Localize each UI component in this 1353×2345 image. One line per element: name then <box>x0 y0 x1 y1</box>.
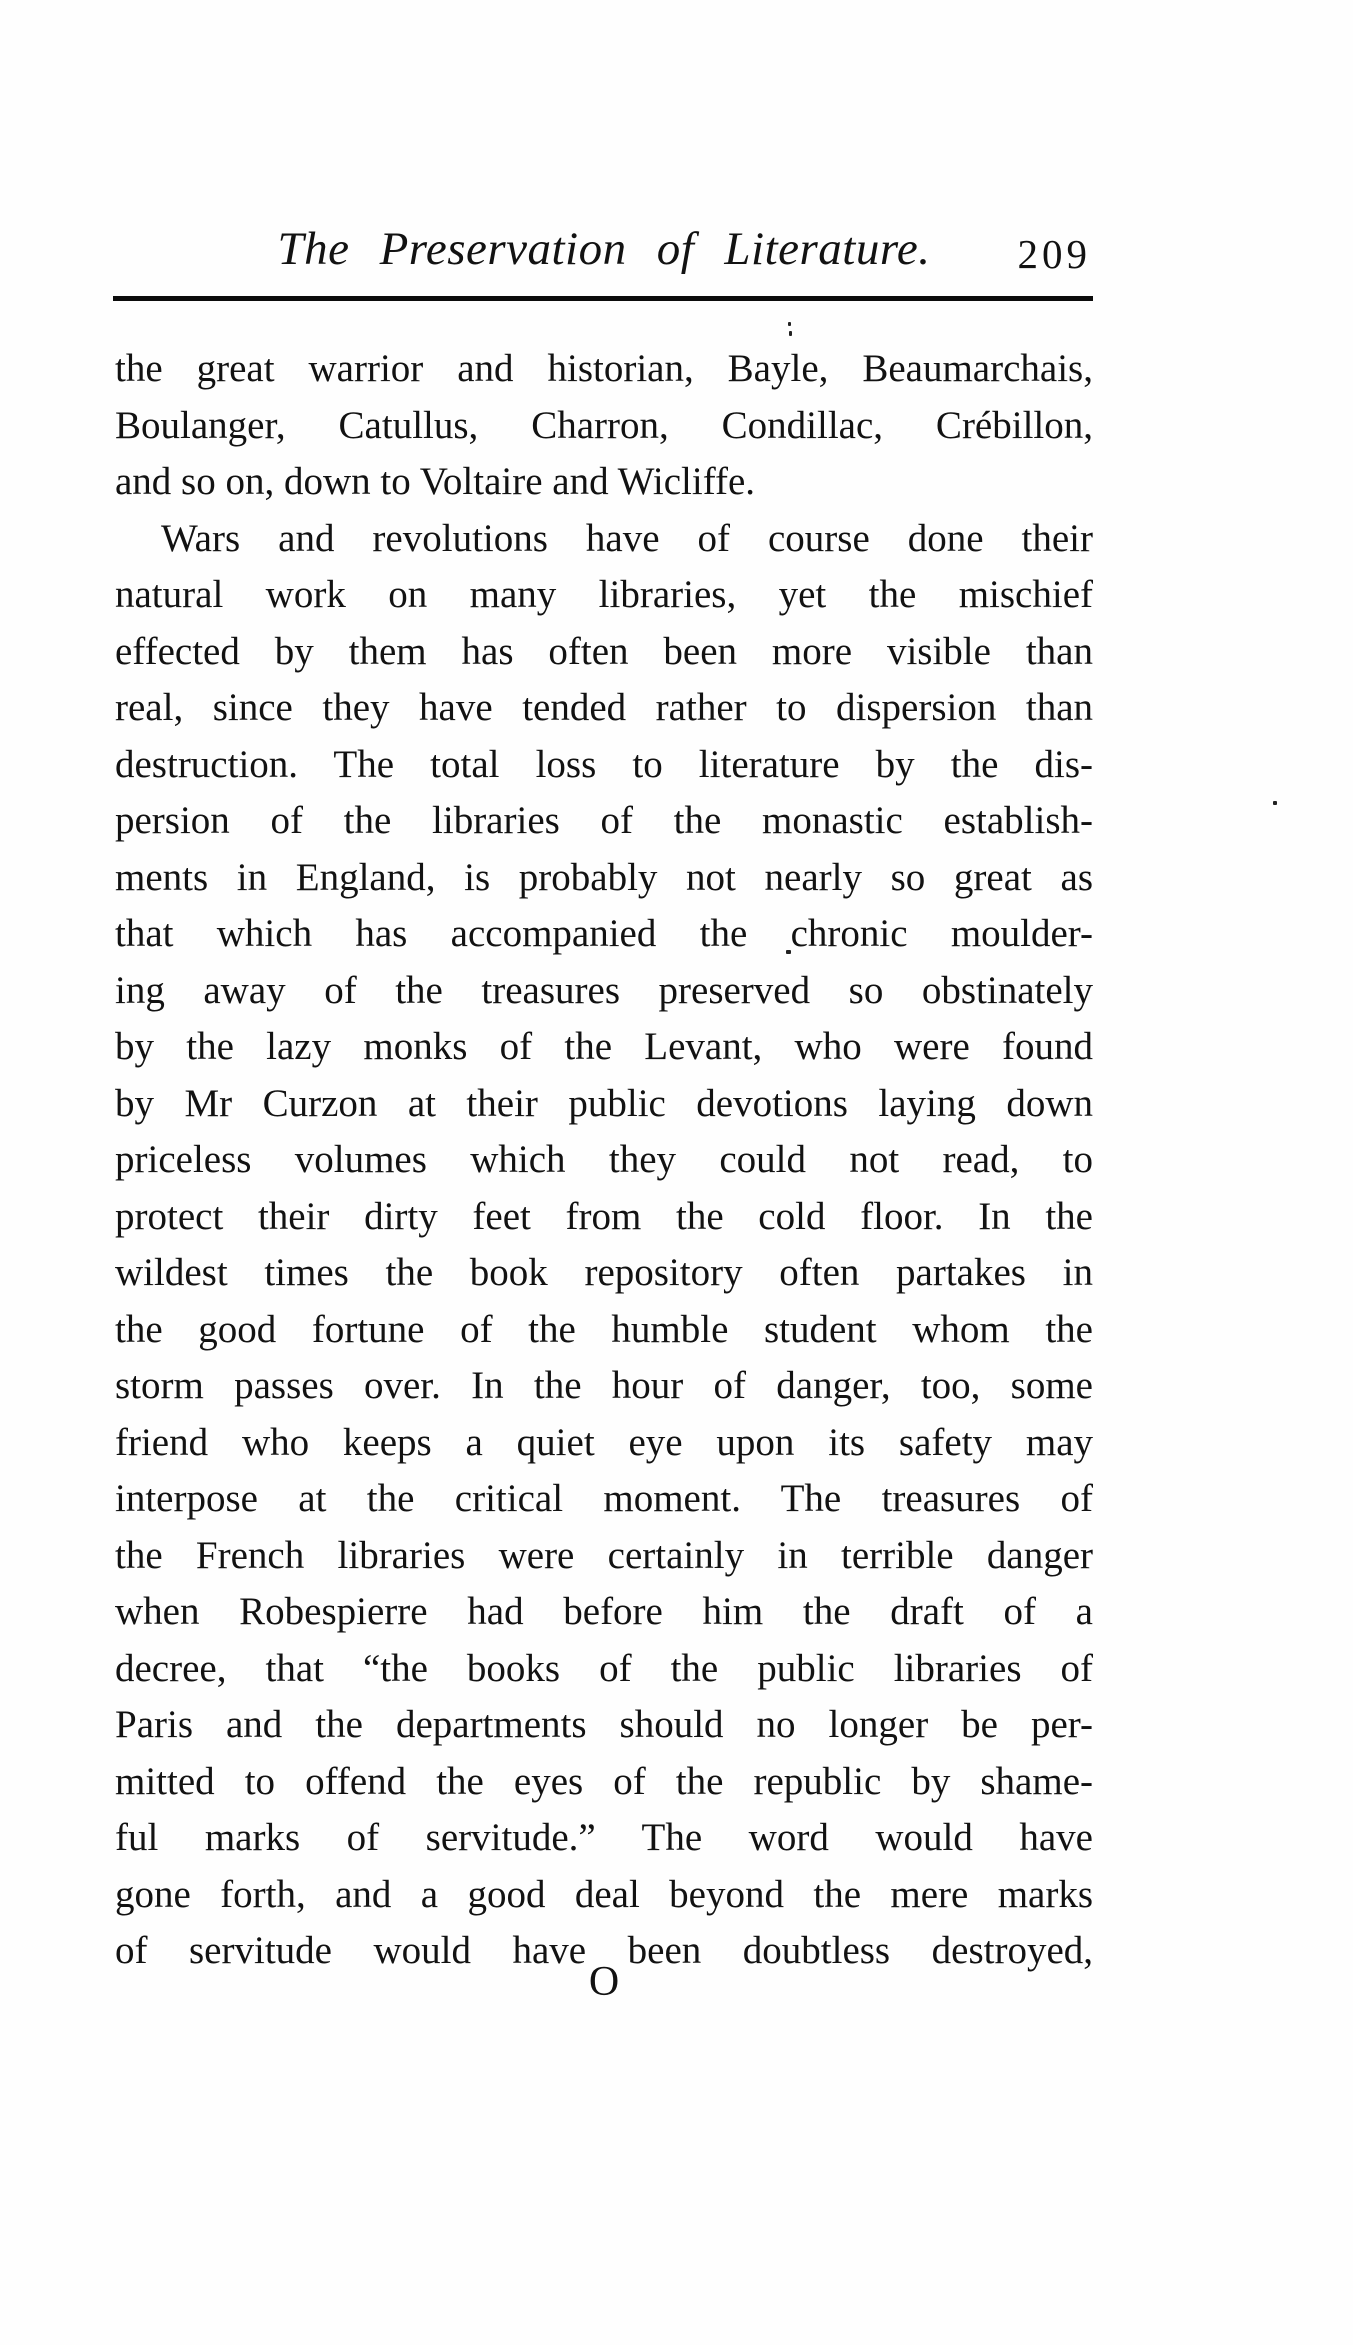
text-line: real, since they have tended rather to dispersion than <box>115 686 1093 729</box>
text-line: the great warrior and historian, Bayle, Beaumarchais, <box>115 347 1093 390</box>
text-line: persion of the libraries of the monastic establish- <box>115 799 1093 842</box>
body-text <box>115 341 1093 1980</box>
text-line: by the lazy monks of the Levant, who were found <box>115 1025 1093 1068</box>
text-line: friend who keeps a quiet eye upon its safety may <box>115 1420 1093 1464</box>
signature-mark: O <box>588 1959 620 2005</box>
text-line: the good fortune of the humble student whom the <box>115 1307 1093 1351</box>
text-line: destruction. The total loss to literature by the dis- <box>115 742 1093 786</box>
ink-speck <box>789 331 792 336</box>
text-line: effected by them has often been more visible than <box>115 629 1093 673</box>
text-line: that which has accompanied the chronic moulder- <box>115 912 1093 955</box>
text-line: interpose at the critical moment. The treasures of <box>115 1477 1093 1520</box>
running-header <box>115 219 1093 291</box>
text-line: when Robespierre had before him the draft of a <box>115 1590 1093 1633</box>
ink-speck <box>788 322 791 326</box>
text-line: protect their dirty feet from the cold floor. In the <box>115 1194 1093 1238</box>
text-line: Boulanger, Catullus, Charron, Condillac, Crébillon, <box>115 403 1093 447</box>
text-line: priceless volumes which they could not read, to <box>115 1138 1093 1181</box>
text-line: ments in England, is probably not nearly so great as <box>115 855 1093 899</box>
text-line: mitted to offend the eyes of the republic by shame- <box>115 1759 1093 1803</box>
text-line: Paris and the departments should no longer be per- <box>115 1703 1093 1746</box>
text-line: storm passes over. In the hour of danger, too, some <box>115 1364 1093 1407</box>
text-line: wildest times the book repository often partakes in <box>115 1251 1093 1294</box>
text-line: and so on, down to Voltaire and Wicliffe. <box>115 460 756 503</box>
text-line: by Mr Curzon at their public devotions laying down <box>115 1081 1093 1125</box>
header-rule <box>113 296 1093 301</box>
ink-speck <box>1273 801 1277 805</box>
text-line: ful marks of servitude.” The word would have <box>115 1816 1093 1859</box>
text-line: Wars and revolutions have of course done their <box>161 516 1093 560</box>
page-title: The Preservation of Literature. <box>277 223 931 275</box>
text-line: the French libraries were certainly in terrible danger <box>115 1533 1093 1577</box>
text-line: gone forth, and a good deal beyond the mere marks <box>115 1872 1093 1916</box>
text-line: natural work on many libraries, yet the mischief <box>115 573 1093 616</box>
text-line: ing away of the treasures preserved so obstinately <box>115 968 1093 1012</box>
text-line: decree, that “the books of the public libraries of <box>115 1646 1093 1690</box>
page-number: 209 <box>1017 231 1091 277</box>
text-line: of servitude would have been doubtless destroyed, <box>115 1929 1093 1972</box>
